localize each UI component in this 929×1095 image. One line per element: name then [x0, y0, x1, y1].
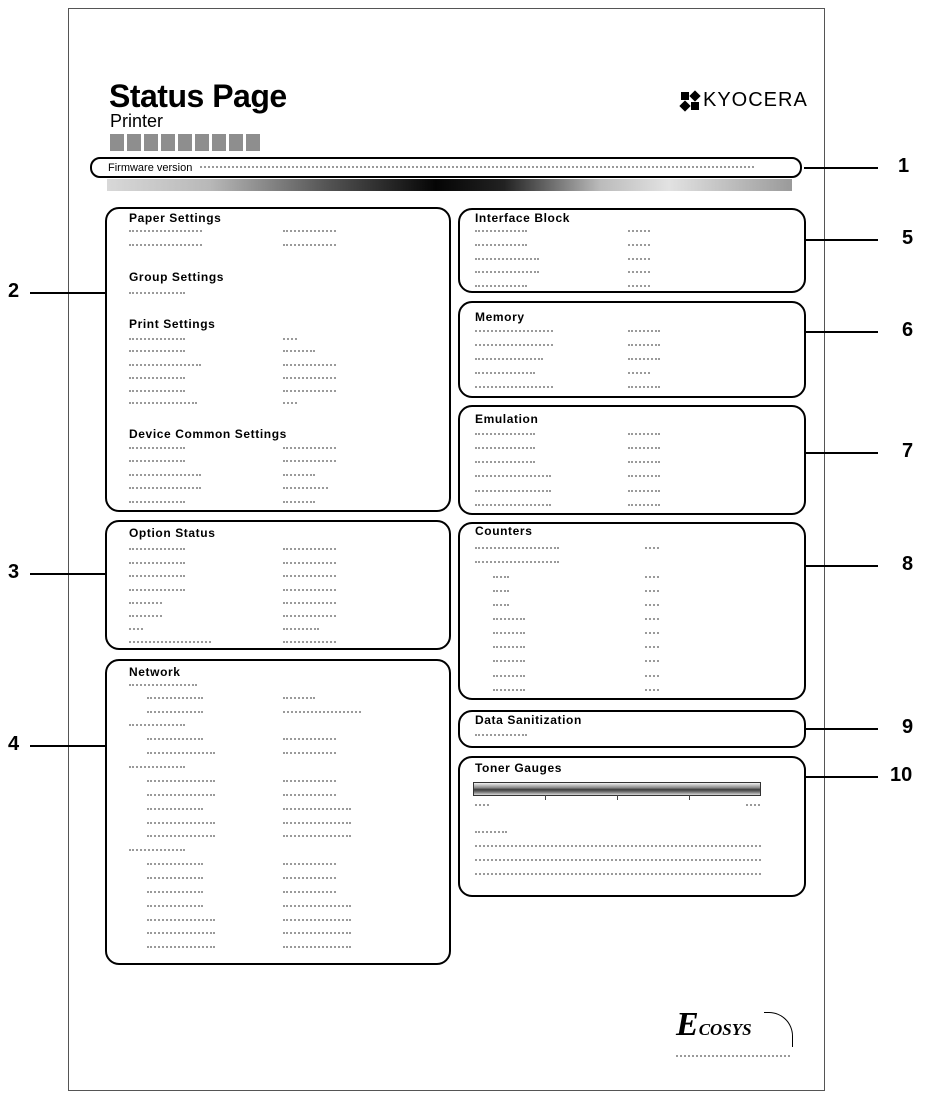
placeholder-value: [283, 377, 336, 381]
ecosys-logo-e: E: [676, 1006, 699, 1043]
callout-line-8: [806, 565, 878, 567]
placeholder-value: [147, 752, 215, 756]
placeholder-value: [628, 386, 660, 390]
kyocera-mark-icon: [681, 92, 699, 110]
placeholder-value: [147, 697, 203, 701]
toner-gauge-tick: [545, 795, 546, 800]
model-name-placeholder: [110, 134, 260, 151]
placeholder-value: [493, 576, 509, 580]
placeholder-value: [475, 230, 527, 234]
option-status-title: Option Status: [129, 526, 216, 540]
callout-number-4: 4: [8, 733, 20, 755]
placeholder-value: [645, 689, 659, 693]
ecosys-logo-text: COSYS: [698, 1020, 752, 1039]
placeholder-value: [475, 447, 535, 451]
placeholder-value: [283, 615, 336, 619]
placeholder-value: [147, 711, 203, 715]
callout-number-10: 10: [890, 764, 913, 786]
toner-gauges-title: Toner Gauges: [475, 761, 562, 775]
placeholder-value: [475, 859, 761, 863]
placeholder-value: [147, 794, 215, 798]
placeholder-value: [475, 804, 489, 808]
callout-line-9: [806, 728, 878, 730]
placeholder-value: [283, 891, 336, 895]
placeholder-value: [746, 804, 760, 808]
placeholder-value: [475, 358, 543, 362]
placeholder-value: [628, 230, 650, 234]
placeholder-value: [283, 460, 336, 464]
toner-gauge-bar: [473, 782, 761, 796]
placeholder-value: [129, 562, 185, 566]
placeholder-value: [475, 873, 761, 877]
header-gradient-bar: [107, 179, 792, 191]
toner-gauge-tick: [689, 795, 690, 800]
placeholder-value: [283, 474, 315, 478]
footer-dotted-line: [676, 1055, 790, 1059]
emulation-title: Emulation: [475, 412, 539, 426]
placeholder-value: [493, 590, 509, 594]
placeholder-value: [493, 646, 525, 650]
placeholder-value: [475, 372, 535, 376]
placeholder-value: [147, 905, 203, 909]
placeholder-value: [628, 244, 650, 248]
placeholder-value: [129, 364, 201, 368]
placeholder-value: [129, 589, 185, 593]
placeholder-value: [628, 504, 660, 508]
callout-number-8: 8: [902, 553, 914, 575]
placeholder-value: [129, 641, 211, 645]
placeholder-value: [283, 575, 336, 579]
placeholder-value: [283, 794, 336, 798]
group-settings-title: Group Settings: [129, 270, 225, 284]
placeholder-value: [129, 338, 185, 342]
callout-line-4: [30, 745, 105, 747]
placeholder-value: [493, 604, 509, 608]
placeholder-value: [283, 390, 336, 394]
placeholder-value: [628, 344, 660, 348]
placeholder-value: [283, 589, 336, 593]
placeholder-value: [129, 684, 197, 688]
placeholder-value: [645, 646, 659, 650]
placeholder-value: [283, 863, 336, 867]
placeholder-value: [147, 822, 215, 826]
placeholder-value: [147, 932, 215, 936]
placeholder-value: [645, 618, 659, 622]
placeholder-value: [628, 461, 660, 465]
placeholder-value: [475, 490, 551, 494]
placeholder-value: [475, 475, 551, 479]
callout-number-2: 2: [8, 280, 20, 302]
callout-number-3: 3: [8, 561, 20, 583]
callout-number-5: 5: [902, 227, 914, 249]
callout-line-5: [806, 239, 878, 241]
firmware-version-box: [90, 157, 802, 178]
network-title: Network: [129, 665, 181, 679]
placeholder-value: [475, 330, 553, 334]
placeholder-value: [283, 877, 336, 881]
print-settings-title: Print Settings: [129, 317, 216, 331]
placeholder-value: [129, 460, 185, 464]
kyocera-logo: [681, 89, 808, 112]
placeholder-value: [147, 738, 203, 742]
placeholder-value: [475, 285, 527, 289]
placeholder-value: [147, 863, 203, 867]
placeholder-value: [283, 905, 351, 909]
placeholder-value: [283, 835, 351, 839]
placeholder-value: [129, 402, 197, 406]
placeholder-value: [628, 330, 660, 334]
placeholder-value: [628, 271, 650, 275]
placeholder-value: [129, 501, 185, 505]
placeholder-value: [129, 377, 185, 381]
placeholder-value: [129, 548, 185, 552]
placeholder-value: [475, 734, 527, 738]
callout-number-7: 7: [902, 440, 914, 462]
placeholder-value: [129, 724, 185, 728]
placeholder-value: [645, 660, 659, 664]
firmware-version-value: [200, 166, 754, 170]
device-common-settings-title: Device Common Settings: [129, 427, 287, 441]
counters-title: Counters: [475, 524, 533, 538]
placeholder-value: [475, 561, 559, 565]
placeholder-value: [129, 350, 185, 354]
placeholder-value: [283, 752, 336, 756]
placeholder-value: [645, 547, 659, 551]
placeholder-value: [628, 285, 650, 289]
placeholder-value: [628, 433, 660, 437]
placeholder-value: [129, 849, 185, 853]
paper-settings-title: Paper Settings: [129, 211, 222, 225]
placeholder-value: [283, 338, 297, 342]
placeholder-value: [283, 364, 336, 368]
placeholder-value: [283, 628, 319, 632]
placeholder-value: [475, 433, 535, 437]
toner-gauge-tick: [617, 795, 618, 800]
placeholder-value: [129, 390, 185, 394]
callout-number-6: 6: [902, 319, 914, 341]
data-sanitization-title: Data Sanitization: [475, 713, 582, 727]
callout-line-6: [806, 331, 878, 333]
placeholder-value: [628, 490, 660, 494]
placeholder-value: [283, 919, 351, 923]
callout-line-3: [30, 573, 105, 575]
page-title: Status Page: [109, 78, 287, 114]
placeholder-value: [283, 447, 336, 451]
placeholder-value: [283, 697, 315, 701]
placeholder-value: [283, 602, 336, 606]
placeholder-value: [283, 946, 351, 950]
placeholder-value: [493, 618, 525, 622]
placeholder-value: [283, 244, 336, 248]
placeholder-value: [129, 447, 185, 451]
placeholder-value: [645, 576, 659, 580]
placeholder-value: [493, 632, 525, 636]
brand-name: KYOCERA: [703, 89, 808, 111]
placeholder-value: [147, 919, 215, 923]
placeholder-value: [475, 461, 535, 465]
placeholder-value: [645, 590, 659, 594]
callout-number-9: 9: [902, 716, 914, 738]
placeholder-value: [283, 230, 336, 234]
placeholder-value: [475, 386, 553, 390]
placeholder-value: [129, 474, 201, 478]
ecosys-logo: [676, 1008, 752, 1042]
placeholder-value: [129, 602, 162, 606]
placeholder-value: [283, 562, 336, 566]
placeholder-value: [475, 271, 539, 275]
placeholder-value: [283, 711, 361, 715]
placeholder-value: [147, 891, 203, 895]
placeholder-value: [129, 615, 162, 619]
firmware-version-label: Firmware version: [108, 161, 193, 174]
paper-settings-section: [105, 207, 451, 512]
placeholder-value: [283, 932, 351, 936]
placeholder-value: [147, 835, 215, 839]
placeholder-value: [628, 447, 660, 451]
placeholder-value: [129, 766, 185, 770]
placeholder-value: [129, 244, 202, 248]
placeholder-value: [283, 350, 315, 354]
placeholder-value: [475, 344, 553, 348]
placeholder-value: [475, 831, 507, 835]
page-subtitle: Printer: [110, 111, 164, 131]
placeholder-value: [645, 675, 659, 679]
placeholder-value: [283, 822, 351, 826]
placeholder-value: [129, 487, 201, 491]
placeholder-value: [147, 808, 203, 812]
placeholder-value: [283, 641, 336, 645]
placeholder-value: [475, 547, 559, 551]
placeholder-value: [129, 628, 143, 632]
placeholder-value: [283, 402, 297, 406]
placeholder-value: [147, 946, 215, 950]
placeholder-value: [283, 780, 336, 784]
placeholder-value: [129, 575, 185, 579]
callout-line-2: [30, 292, 105, 294]
interface-block-title: Interface Block: [475, 211, 571, 225]
placeholder-value: [129, 292, 185, 296]
callout-number-1: 1: [898, 155, 910, 177]
placeholder-value: [628, 258, 650, 262]
placeholder-value: [129, 230, 202, 234]
placeholder-value: [493, 689, 525, 693]
placeholder-value: [645, 632, 659, 636]
callout-line-1: [804, 167, 878, 169]
placeholder-value: [283, 501, 315, 505]
placeholder-value: [283, 738, 336, 742]
placeholder-value: [147, 780, 215, 784]
placeholder-value: [147, 877, 203, 881]
placeholder-value: [493, 675, 525, 679]
placeholder-value: [475, 504, 551, 508]
placeholder-value: [493, 660, 525, 664]
callout-line-7: [806, 452, 878, 454]
placeholder-value: [475, 258, 539, 262]
memory-title: Memory: [475, 310, 525, 324]
placeholder-value: [628, 372, 650, 376]
placeholder-value: [628, 475, 660, 479]
placeholder-value: [283, 487, 328, 491]
placeholder-value: [283, 548, 336, 552]
placeholder-value: [628, 358, 660, 362]
placeholder-value: [283, 808, 351, 812]
placeholder-value: [645, 604, 659, 608]
placeholder-value: [475, 244, 527, 248]
callout-line-10: [806, 776, 878, 778]
placeholder-value: [475, 845, 761, 849]
